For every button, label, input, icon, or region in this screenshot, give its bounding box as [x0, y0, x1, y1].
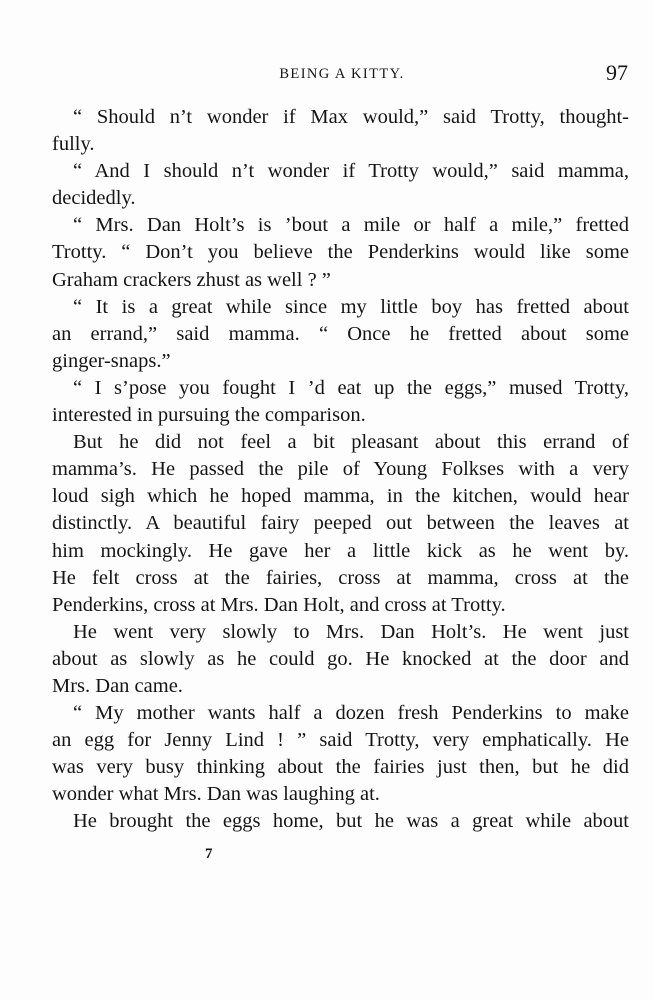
- text-line: decidedly.: [52, 187, 136, 210]
- text-line: an errand,” said mamma. “ Once he fretted about some: [52, 322, 629, 345]
- text-line: was very busy thinking about the fairies just then, but he did: [52, 756, 629, 779]
- text-line: mamma’s. He passed the pile of Young Folkses with a very: [52, 458, 629, 481]
- text-line: Trotty. “ Don’t you believe the Penderkins would like some: [52, 241, 629, 264]
- text-line: “ Mrs. Dan Holt’s is ’bout a mile or half a mile,” fretted: [73, 214, 629, 237]
- text-line: interested in pursuing the comparison.: [52, 404, 366, 427]
- text-line: “ It is a great while since my little boy has fretted about: [73, 295, 629, 318]
- text-line: “ I s’pose you fought I ’d eat up the eggs,” mused Trotty,: [73, 376, 629, 399]
- page-header: [52, 60, 632, 90]
- text-line: fully.: [52, 133, 95, 156]
- text-line: He brought the eggs home, but he was a great while about: [73, 810, 629, 833]
- text-line: “ Should n’t wonder if Max would,” said Trotty, thought-: [73, 106, 629, 128]
- running-title: BEING A KITTY.: [279, 66, 405, 82]
- text-line: wonder what Mrs. Dan was laughing at.: [52, 783, 380, 806]
- text-line: “ My mother wants half a dozen fresh Penderkins to make: [73, 702, 629, 725]
- text-line: Mrs. Dan came.: [52, 674, 183, 697]
- text-line: He went very slowly to Mrs. Dan Holt’s. He went just: [73, 620, 629, 643]
- page-number: 97: [606, 60, 628, 85]
- text-line: Graham crackers zhust as well ? ”: [52, 268, 331, 291]
- signature-mark: 7: [205, 846, 213, 862]
- text-line: distinctly. A beautiful fairy peeped out between the leaves at: [52, 512, 629, 535]
- text-line: He felt cross at the fairies, cross at mamma, cross at the: [52, 566, 629, 589]
- body-text: [52, 104, 629, 836]
- text-line: him mockingly. He gave her a little kick as he went by.: [52, 539, 629, 562]
- text-line: an egg for Jenny Lind ! ” said Trotty, very emphatically. He: [52, 729, 629, 752]
- text-line: “ And I should n’t wonder if Trotty would,” said mamma,: [73, 160, 629, 183]
- text-line: But he did not feel a bit pleasant about this errand of: [73, 431, 629, 454]
- text-line: Penderkins, cross at Mrs. Dan Holt, and cross at Trotty.: [52, 593, 506, 616]
- text-line: loud sigh which he hoped mamma, in the kitchen, would hear: [52, 485, 629, 508]
- text-line: about as slowly as he could go. He knocked at the door and: [52, 647, 629, 670]
- text-line: ginger-snaps.”: [52, 349, 171, 372]
